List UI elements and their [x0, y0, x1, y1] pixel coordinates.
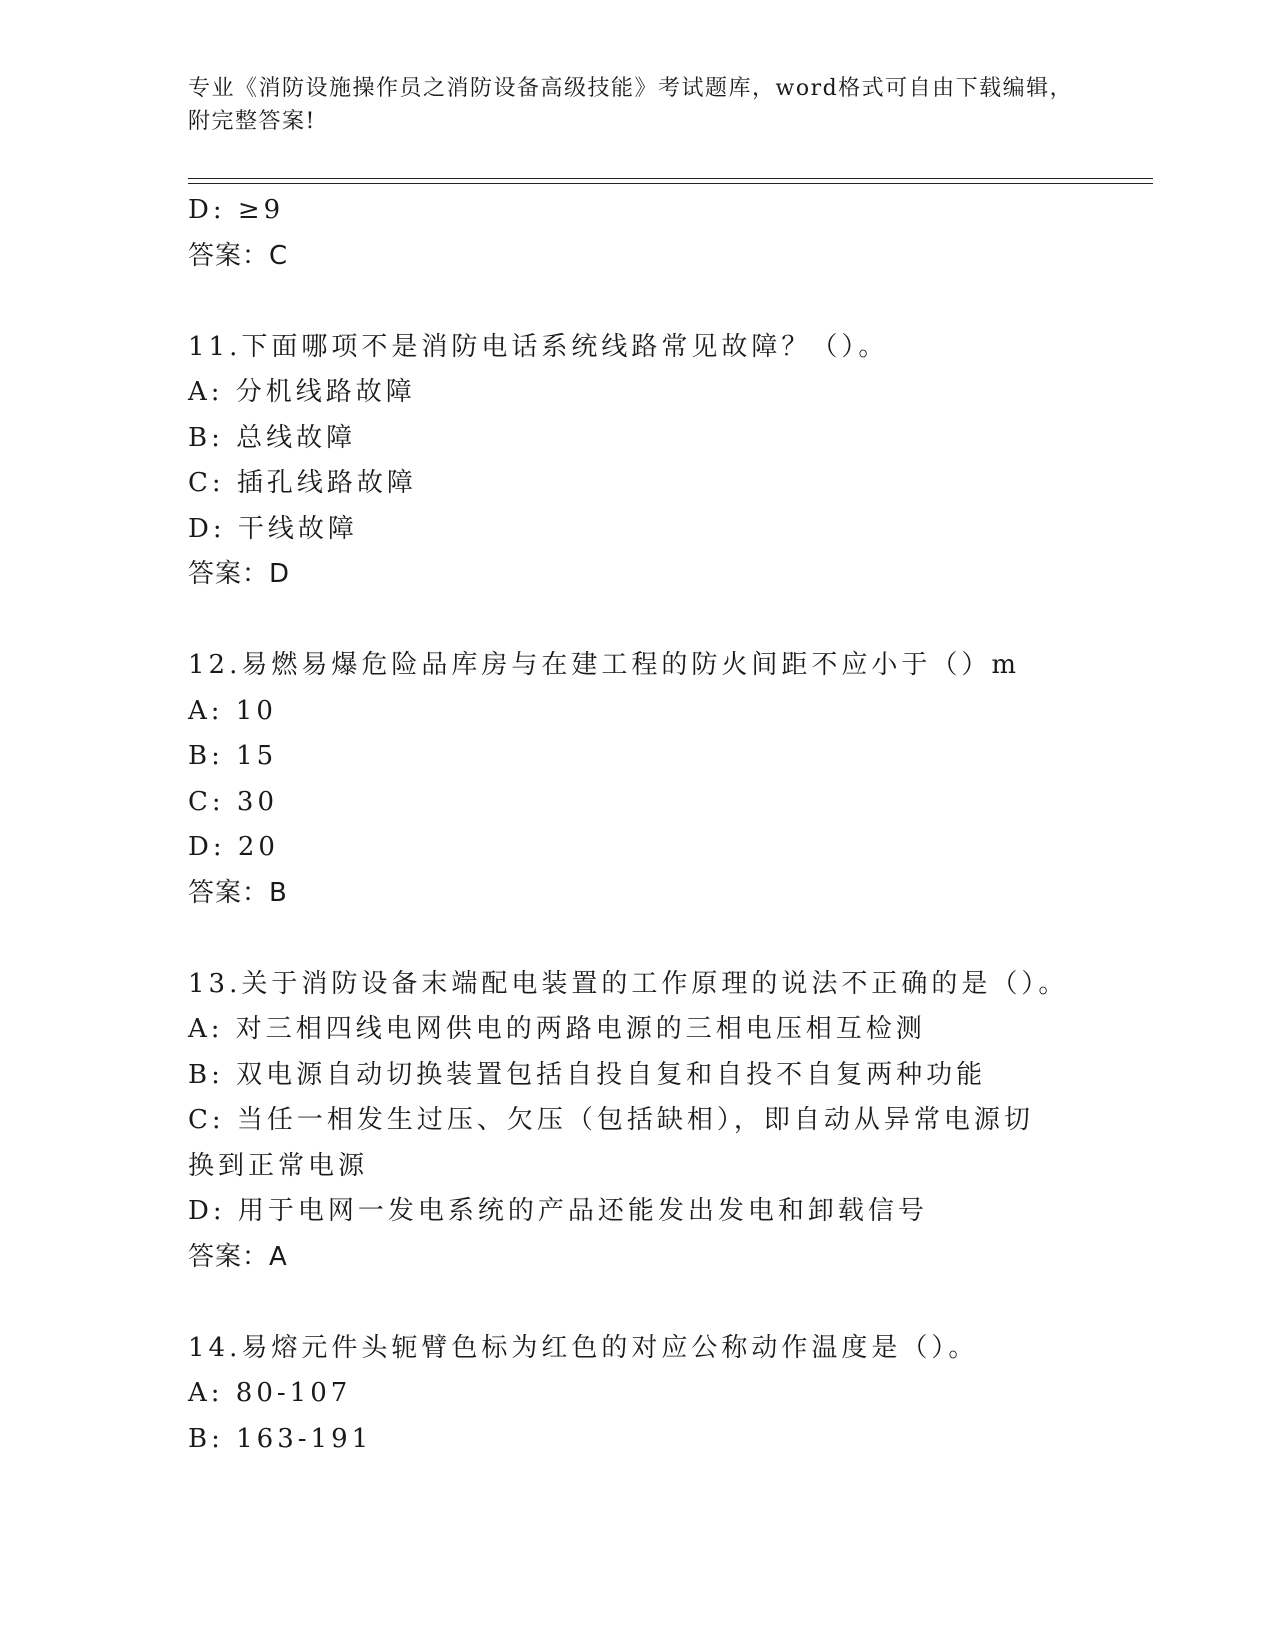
- question-stem: 14.易熔元件头轭臂色标为红色的对应公称动作温度是（）。: [188, 1332, 979, 1363]
- question-stem: 13.关于消防设备末端配电装置的工作原理的说法不正确的是（）。: [188, 968, 1069, 999]
- option-b: B: 双电源自动切换装置包括自投自复和自投不自复两种功能: [188, 1059, 987, 1090]
- option-b: B: 总线故障: [188, 422, 357, 453]
- header-rule-top: [188, 178, 1153, 179]
- option-a: A: 对三相四线电网供电的两路电源的三相电压相互检测: [188, 1014, 926, 1044]
- option-a: A: 分机线路故障: [188, 377, 416, 407]
- prev-answer: 答案：C: [188, 240, 289, 271]
- question-block-12: [188, 643, 1153, 916]
- option-c: C: 当任一相发生过压、欠压（包括缺相），即自动从异常电源切换到正常电源: [188, 1105, 1034, 1181]
- option-a: A: 80-107: [188, 1378, 352, 1408]
- answer-line: 答案：D: [188, 559, 291, 589]
- question-block-13: [188, 962, 1153, 1281]
- question-block-14: [188, 1326, 1153, 1463]
- header-rule-bottom: [188, 183, 1153, 184]
- spacer: [188, 598, 1153, 644]
- spacer: [188, 279, 1153, 325]
- option-d: D: 干线故障: [188, 513, 358, 544]
- answer-line: 答案：B: [188, 877, 288, 908]
- question-stem: 12.易燃易爆危险品库房与在建工程的防火间距不应小于（）m: [188, 650, 1021, 680]
- option-b: B: 163-191: [188, 1423, 373, 1454]
- header-text: 专业《消防设施操作员之消防设备高级技能》考试题库，word格式可自由下载编辑，附完整答案!: [188, 76, 1074, 134]
- option-d: D: 20: [188, 832, 279, 862]
- question-block-11: [188, 325, 1153, 598]
- prev-option-d: D: ≥9: [188, 195, 285, 225]
- document-header: [188, 72, 1088, 138]
- option-d: D: 用于电网一发电系统的产品还能发出发电和卸载信号: [188, 1196, 928, 1226]
- option-a: A: 10: [188, 695, 277, 726]
- answer-line: 答案：A: [188, 1241, 288, 1272]
- question-list: [188, 188, 1153, 1462]
- question-stem: 11.下面哪项不是消防电话系统线路常见故障？（）。: [188, 331, 889, 362]
- spacer: [188, 1280, 1153, 1326]
- option-b: B: 15: [188, 741, 278, 771]
- spacer: [188, 916, 1153, 962]
- option-c: C: 插孔线路故障: [188, 468, 417, 498]
- option-c: C: 30: [188, 786, 279, 817]
